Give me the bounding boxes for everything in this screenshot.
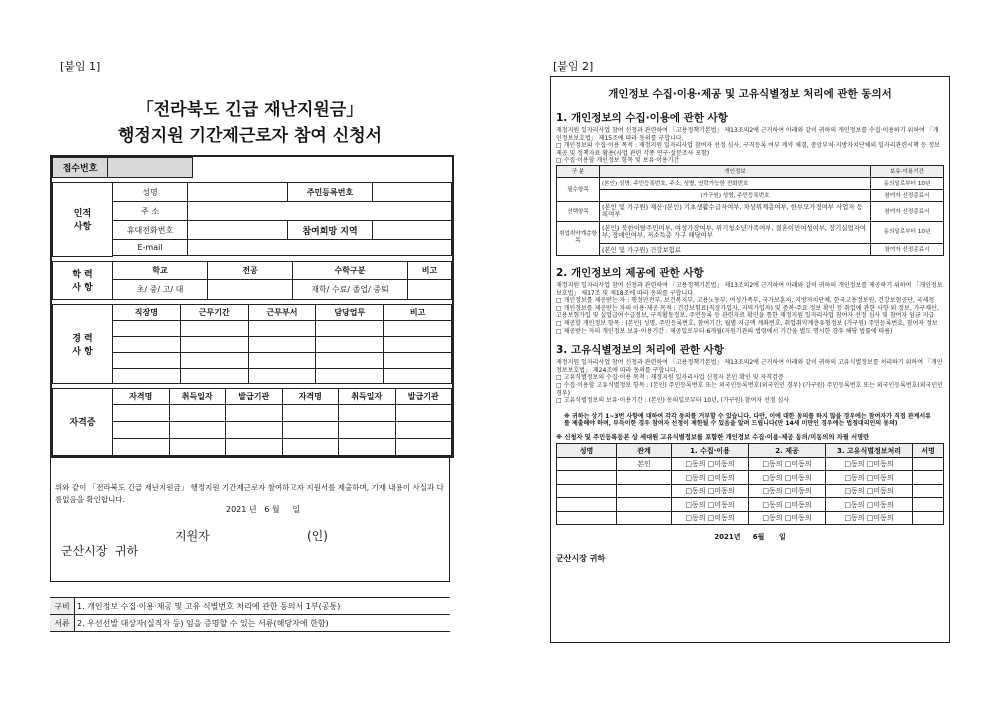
disagree-checkbox[interactable]: □미동의	[866, 487, 894, 496]
consent-name-field[interactable]	[557, 484, 617, 498]
relation-field[interactable]	[617, 498, 672, 512]
consent-date: 2021년 6월 일	[714, 533, 786, 542]
name-field[interactable]	[188, 183, 288, 202]
row-period: 참여자 선정종료시	[871, 189, 944, 201]
edu-header-status: 수학구분	[293, 261, 408, 279]
consent-row	[557, 511, 944, 525]
agree-checkbox[interactable]: □동의	[685, 487, 706, 496]
agree-checkbox[interactable]: □동의	[685, 500, 706, 509]
disagree-checkbox[interactable]: □미동의	[784, 514, 812, 523]
row-period: 참여자 선정종료시	[871, 201, 944, 221]
disagree-checkbox[interactable]: □미동의	[866, 500, 894, 509]
signature-field[interactable]	[913, 457, 944, 471]
phone-label: 휴대전화번호	[113, 221, 188, 240]
edu-school-options[interactable]: 초/ 중/ 고/ 대	[113, 279, 208, 299]
personal-section-label: 인적 사항	[53, 183, 113, 257]
receipt-number-field[interactable]	[108, 158, 193, 178]
signature-field[interactable]	[913, 498, 944, 512]
consent-name-field[interactable]	[557, 457, 617, 471]
sig-header-collect: 1. 수집·이용	[672, 444, 749, 458]
sig-header-name: 성명	[557, 444, 617, 458]
career-header-company: 직장명	[113, 304, 181, 320]
row-category: 선택항목	[557, 201, 600, 221]
career-row[interactable]	[53, 368, 452, 383]
agree-checkbox[interactable]: □동의	[762, 500, 783, 509]
consent-name-field[interactable]	[557, 498, 617, 512]
consent-title: 개인정보 수집·이용·제공 및 고유식별정보 처리에 관한 동의서	[608, 88, 892, 100]
row-category: 필수항목	[557, 177, 600, 201]
career-section-label: 경 력 사 항	[53, 304, 113, 383]
form-title-line1: 「전라북도 긴급 재난지원금」	[136, 100, 364, 120]
agree-checkbox[interactable]: □동의	[762, 487, 783, 496]
consent-row	[557, 457, 944, 471]
career-header-period: 근무기간	[180, 304, 248, 320]
disagree-checkbox[interactable]: □미동의	[707, 500, 735, 509]
disagree-checkbox[interactable]: □미동의	[707, 487, 735, 496]
agree-checkbox[interactable]: □동의	[844, 473, 865, 482]
address-label: 주 소	[113, 202, 188, 221]
section-1-items-label: □ 수집·이용할 개인정보 항목 및 보유·이용기간	[556, 157, 680, 165]
declaration-text: 위와 같이 「전라북도 긴급 재난지원금」 행정지원 기간제근로자 참여하고자 지원서를 제출하며, 기재 내용이 사실과 다름없음을 확인합니다.	[55, 483, 444, 504]
row-item: (가구원) 성명, 주민등록번호	[600, 189, 871, 201]
application-form	[50, 155, 454, 458]
section-2-recipients: □ 개인정보를 제공받는 자 : 행정안전부, 보건복지부, 고용노동부, 여성가족부, 국가보훈처, 지방자치단체, 한국고용정보원, 건강보험공단, 국세청	[556, 297, 935, 305]
consent-row	[557, 498, 944, 512]
applicant-label: 지원자	[175, 529, 210, 543]
section-2-period: □ 제공받는 자의 개인정보 보유·이용기간 : 제공일로부터 6개월(지원기관의 법령에서 기간을 별도 명시한 경우 해당 법률에 따름)	[556, 327, 893, 335]
relation-field[interactable]	[617, 484, 672, 498]
agree-checkbox[interactable]: □동의	[844, 460, 865, 469]
edu-major-field[interactable]	[208, 279, 293, 299]
agree-checkbox[interactable]: □동의	[762, 473, 783, 482]
sig-header-signature: 서명	[913, 444, 944, 458]
relation-field[interactable]	[617, 511, 672, 525]
rrn-field[interactable]	[373, 183, 452, 202]
career-row[interactable]	[53, 352, 452, 368]
declaration-date: 2021 년 6 월 일	[226, 505, 301, 514]
attach-label-1: [붙임 1]	[60, 60, 101, 73]
consent-recipient: 군산시장 귀하	[556, 554, 606, 564]
row-category: 취업취약계층항목	[557, 221, 600, 255]
relation-field[interactable]	[617, 471, 672, 485]
license-header-date-2: 취득일자	[339, 388, 396, 404]
section-2-purpose: □ 개인정보를 제공받는 자의 이용·제공 목적 : 건강보험료(직장가입자, 지역가입자) 및 중복·주요 정보 확인 등 취업에 관한 사항 외 정보, 가구재산, 고용보험가입 및 실업급여수급정보, 구직활동정보, 주민등록 등 관련자료 확인을 통한 재정지원 일자리사업 참여자 선정 심사 및 참여자 임금 지급	[556, 304, 939, 320]
career-header-dept: 근무부서	[248, 304, 316, 320]
agree-checkbox[interactable]: □동의	[844, 514, 865, 523]
disagree-checkbox[interactable]: □미동의	[784, 487, 812, 496]
signature-note: ※ 신청자 및 주민등록등본 상 세대원 고유식별정보를 포함한 개인정보 수집·이용·제공 동의/미동의의 자필 서명란	[556, 433, 870, 441]
disagree-checkbox[interactable]: □미동의	[866, 473, 894, 482]
education-section-label: 학 력 사 항	[53, 261, 113, 299]
agree-checkbox[interactable]: □동의	[762, 460, 783, 469]
disagree-checkbox[interactable]: □미동의	[784, 460, 812, 469]
seal-label: (인)	[307, 529, 328, 543]
license-section-label: 자격증	[53, 388, 113, 455]
receipt-table	[52, 157, 452, 178]
edu-status-options[interactable]: 재학/ 수료/ 졸업/ 중퇴	[293, 279, 408, 299]
disagree-checkbox[interactable]: □미동의	[866, 460, 894, 469]
agree-checkbox[interactable]: □동의	[844, 500, 865, 509]
section-1-purpose: □ 개인정보의 수집·이용 목적 : 재정지원 일자리사업 참여자 선정 심사, 구직등록 여부 계약 체결, 중앙부처·지방자치단체의 일자리관련시책 등 정보제공 및 정책자료 활용(사업 관련 각종 연구·설문조사 포함)	[556, 142, 940, 157]
docs-label-1: 구비	[50, 598, 75, 615]
name-label: 성명	[113, 183, 188, 202]
disagree-checkbox[interactable]: □미동의	[707, 514, 735, 523]
license-header-issuer-2: 발급기관	[395, 388, 452, 404]
career-row[interactable]	[53, 320, 452, 336]
sig-header-unique: 3. 고유식별정보처리	[826, 444, 913, 458]
edu-note-field[interactable]	[408, 279, 452, 299]
attach-label-2: [붙임 2]	[553, 60, 594, 73]
email-field[interactable]	[188, 240, 452, 256]
section-3-items: □ 수집·이용할 고유식별정보 항목 : (본인) 주민등록번호 또는 외국인등록번호(외국인인 경우) (가구원) 주민등록번호 또는 외국인등록번호(외국인인 경우)	[556, 381, 943, 397]
section-3-period: □ 고유식별정보의 보유·이용기간 : (본인) 동의일로부터 10년, (가구원) 참여자 선정 심사	[556, 397, 790, 405]
education-table	[52, 261, 452, 300]
disagree-checkbox[interactable]: □미동의	[866, 514, 894, 523]
consent-row	[557, 484, 944, 498]
disagree-checkbox[interactable]: □미동의	[707, 460, 735, 469]
required-doc-2: 2. 우선선발 대상자(실직자 등) 임을 증명할 수 있는 서류(해당자에 한함)	[75, 615, 451, 632]
career-table	[52, 304, 452, 384]
address-field[interactable]	[188, 202, 452, 221]
career-row[interactable]	[53, 336, 452, 352]
section-2-items: □ 제공할 개인정보 항목 : (본인) 성명, 주민등록번호, 참여기간, 월별 지급액 계좌번호, 취업취약계층유형정보 (가구원) 주민등록번호, 참여자 정보	[556, 319, 938, 327]
section-1-heading: 1. 개인정보의 수집·이용에 관한 사항	[556, 112, 728, 124]
sig-header-relation: 관계	[617, 444, 672, 458]
declaration-box	[50, 455, 450, 582]
row-item: (본인 및 가구원) 건강보험료	[600, 243, 871, 255]
section-3-heading: 3. 고유식별정보의 처리에 관한 사항	[556, 344, 724, 357]
section-3-purpose: □ 고유식별정보의 수집·이용 목적 : 재정지원 일자리사업 신청자 본인 확인 및 자격검증	[556, 374, 784, 382]
license-header-name-2: 자격명	[282, 388, 339, 404]
license-header-issuer: 발급기관	[226, 388, 283, 404]
refusal-warning: ※ 귀하는 상기 1~3번 사항에 대하여 각각 동의를 거부할 수 있습니다. 다만, 이에 대한 동의를 하지 않을 경우에는 참여자가 직접 관계서류를 제출해야 하며, 부득이한 경우 참여자 선정이 제한될 수 있음을 알려 드립니다(만 14세 미만인 경우에는 법정대리인의 동의)	[564, 412, 931, 428]
signature-field[interactable]	[913, 484, 944, 498]
region-field[interactable]	[373, 221, 452, 240]
collection-items-table	[556, 165, 944, 256]
career-header-duty: 담당업무	[316, 304, 384, 320]
agree-checkbox[interactable]: □동의	[685, 514, 706, 523]
edu-header-note: 비고	[408, 261, 452, 279]
form-title-line2: 행정지원 기간제근로자 참여 신청서	[117, 126, 383, 146]
rrn-label: 주민등록번호	[288, 183, 373, 202]
row-item: (본인 및 가구원) 재산·(본인) 기초생활수급자여부, 차상위계층여부, 한부모가정여부 사업자 등록여부	[600, 201, 871, 221]
agree-checkbox[interactable]: □동의	[685, 473, 706, 482]
row-item: (본인) 북한이탈주민여부, 여성가장여부, 위기청소년가족여부, 결혼이민여성여부, 장기실업자여부, 장애인여부, 저소득층 가구 해당여부	[600, 221, 871, 243]
required-docs-table	[50, 597, 450, 632]
consent-row	[557, 471, 944, 485]
sig-header-provide: 2. 제공	[749, 444, 826, 458]
consent-name-field[interactable]	[557, 511, 617, 525]
row-period: 동의일로부터 10년	[871, 221, 944, 243]
receipt-label: 접수번호	[53, 158, 108, 178]
row-period: 참여자 선정종료시	[871, 243, 944, 255]
relation-self: 본인	[617, 457, 672, 471]
disagree-checkbox[interactable]: □미동의	[784, 500, 812, 509]
agree-checkbox[interactable]: □동의	[762, 514, 783, 523]
consent-signature-table	[556, 443, 944, 525]
license-table	[52, 388, 452, 456]
section-2-heading: 2. 개인정보의 제공에 관한 사항	[556, 266, 704, 279]
row-period: 동의일로부터 10년	[871, 177, 944, 189]
edu-header-school: 학교	[113, 261, 208, 279]
signature-field[interactable]	[913, 471, 944, 485]
license-header-name: 자격명	[113, 388, 170, 404]
personal-info-table	[52, 182, 452, 257]
license-header-date: 취득일자	[169, 388, 226, 404]
license-row[interactable]	[53, 404, 452, 421]
agree-checkbox[interactable]: □동의	[685, 460, 706, 469]
section-1-intro: 재정지원 일자리사업 참여 신청과 관련하여 「고용정책기본법」 제13조의2에 근거하여 아래와 같이 귀하의 개인정보를 수집·이용하기 위하여 「개인정보보호법」 제15조에 따라 동의를 구합니다.	[556, 127, 939, 142]
consent-form	[550, 76, 950, 643]
phone-field[interactable]	[188, 221, 288, 240]
consent-name-field[interactable]	[557, 471, 617, 485]
col-header-items: 개인정보	[600, 165, 871, 177]
row-item: (본인) 성명, 주민등록번호, 주소, 성별, 연락가능한 전화번호	[600, 177, 871, 189]
region-label: 참여희망 지역	[288, 221, 373, 240]
disagree-checkbox[interactable]: □미동의	[784, 473, 812, 482]
section-2-intro: 재정지원 일자리사업 참여 신청과 관련하여 「고용정책기본법」 제13조의2에 근거하여 아래와 같이 귀하의 개인정보를 제공하기 위하여 「개인정보보호법」 제17조 및 제18조에 따라 동의를 구합니다.	[556, 281, 943, 297]
section-3-intro: 재정지원 일자리사업 참여 신청과 관련하여 「고용정책기본법」 제13조의2에 근거하여 아래와 같이 귀하의 고유식별정보를 처리하기 위하여 「개인정보보호법」 제24조에 따라 동의를 구합니다.	[556, 359, 943, 374]
signature-field[interactable]	[913, 511, 944, 525]
required-doc-1: 1. 개인정보 수집·이용·제공 및 고유 식별번호 처리에 관한 동의서 1부(공통)	[75, 598, 451, 615]
disagree-checkbox[interactable]: □미동의	[707, 473, 735, 482]
agree-checkbox[interactable]: □동의	[844, 487, 865, 496]
edu-header-major: 전공	[208, 261, 293, 279]
col-header-period: 보유·이용기간	[871, 165, 944, 177]
docs-label-2: 서류	[50, 615, 75, 632]
career-header-note: 비고	[384, 304, 452, 320]
license-row[interactable]	[53, 421, 452, 438]
recipient-label: 군산시장 귀하	[61, 544, 139, 558]
email-label: E-mail	[113, 240, 188, 256]
col-header-category: 구 분	[557, 165, 600, 177]
license-row[interactable]	[53, 438, 452, 455]
